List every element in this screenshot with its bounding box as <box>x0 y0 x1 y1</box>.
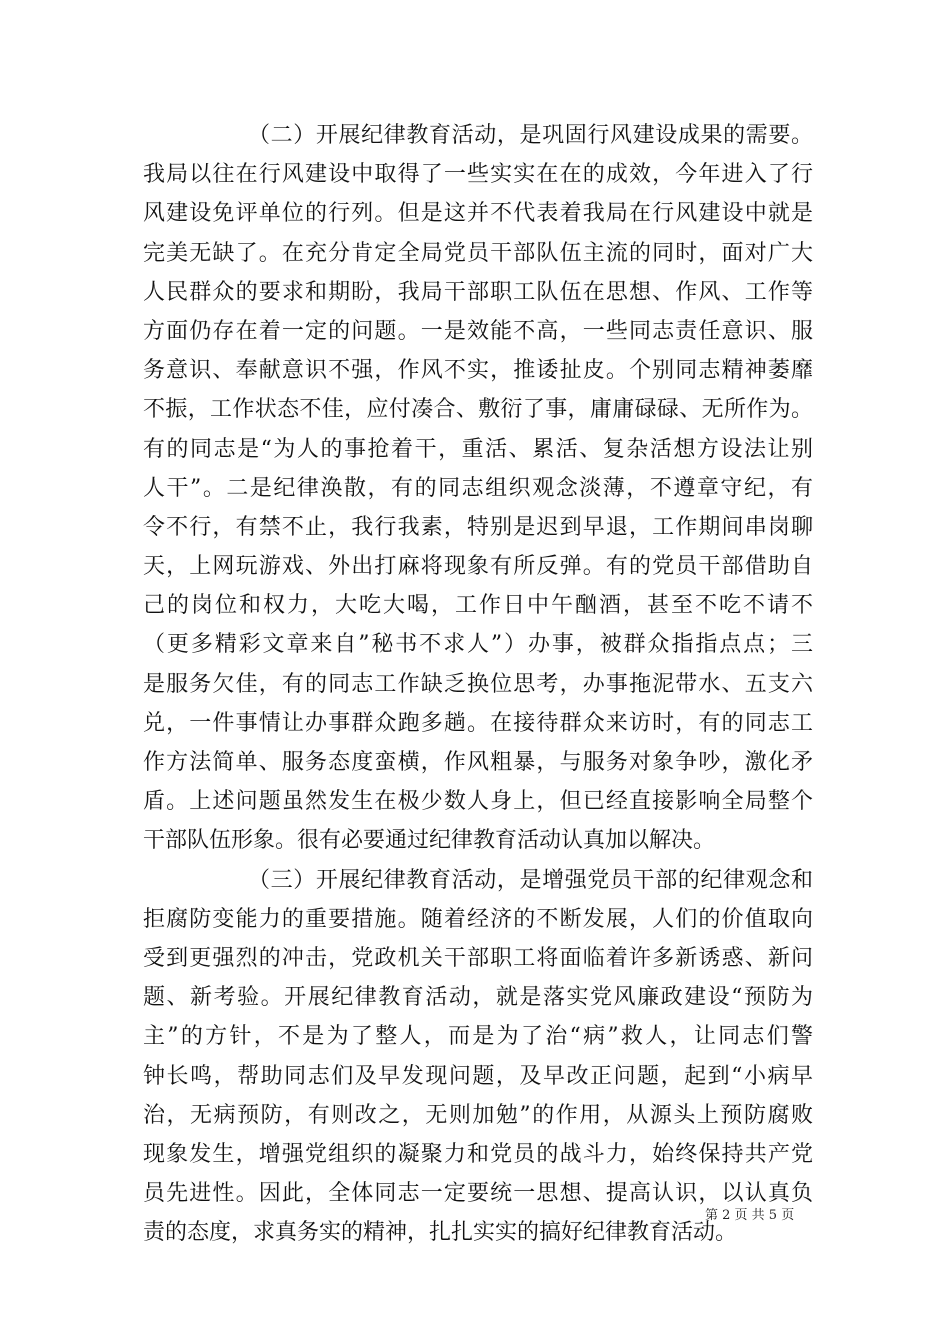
text-line: 责的态度，求真务实的精神，扎扎实实的搞好纪律教育活动。 <box>143 1220 738 1246</box>
text-line: 我局以往在行风建设中取得了一些实实在在的成效，今年进入了行 <box>143 162 813 188</box>
text-line: 有的同志是“为人的事抢着干，重活、累活、复杂活想方设法让别 <box>143 436 813 462</box>
text-line: 现象发生，增强党组织的凝聚力和党员的战斗力，始终保持共产党 <box>143 1141 813 1167</box>
text-line: 拒腐防变能力的重要措施。随着经济的不断发展，人们的价值取向 <box>143 906 813 932</box>
text-line: 人民群众的要求和期盼，我局干部职工队伍在思想、作风、工作等 <box>143 279 813 305</box>
text-line: 盾。上述问题虽然发生在极少数人身上，但已经直接影响全局整个 <box>143 789 813 815</box>
text-line: 题、新考验。开展纪律教育活动，就是落实党风廉政建设“预防为 <box>143 985 813 1011</box>
text-line: 令不行，有禁不止，我行我素，特别是迟到早退，工作期间串岗聊 <box>143 514 813 540</box>
text-line: 人干”。二是纪律涣散，有的同志组织观念淡薄，不遵章守纪，有 <box>143 475 813 501</box>
text-line: 主”的方针，不是为了整人，而是为了治“病”救人，让同志们警 <box>143 1024 813 1050</box>
text-line: （三）开展纪律教育活动，是增强党员干部的纪律观念和 <box>248 867 813 893</box>
text-line: 完美无缺了。在充分肯定全局党员干部队伍主流的同时，面对广大 <box>143 240 813 266</box>
text-line: 方面仍存在着一定的问题。一是效能不高，一些同志责任意识、服 <box>143 318 813 344</box>
text-line: 不振，工作状态不佳，应付凑合、敷衍了事，庸庸碌碌、无所作为。 <box>143 397 813 423</box>
text-line: 受到更强烈的冲击，党政机关干部职工将面临着许多新诱惑、新问 <box>143 945 813 971</box>
text-line: 己的岗位和权力，大吃大喝，工作日中午酗酒，甚至不吃不请不 <box>143 593 813 619</box>
text-line: 务意识、奉献意识不强，作风不实，推诿扯皮。个别同志精神萎靡 <box>143 358 813 384</box>
text-line: 干部队伍形象。很有必要通过纪律教育活动认真加以解决。 <box>143 828 716 854</box>
text-line: 风建设免评单位的行列。但是这并不代表着我局在行风建设中就是 <box>143 201 813 227</box>
text-line: 钟长鸣，帮助同志们及早发现问题，及早改正问题，起到“小病早 <box>143 1063 813 1089</box>
text-line: 员先进性。因此，全体同志一定要统一思想、提高认识，以认真负 <box>143 1181 813 1207</box>
text-line: 是服务欠佳，有的同志工作缺乏换位思考，办事拖泥带水、五支六 <box>143 671 813 697</box>
text-line: 治，无病预防，有则改之，无则加勉”的作用，从源头上预防腐败 <box>143 1102 813 1128</box>
text-line: 兑，一件事情让办事群众跑多趟。在接待群众来访时，有的同志工 <box>143 710 813 736</box>
text-line: 天，上网玩游戏、外出打麻将现象有所反弹。有的党员干部借助自 <box>143 554 813 580</box>
paragraph-section-3 <box>143 861 813 1253</box>
paragraph-section-2 <box>143 116 813 861</box>
document-body <box>143 116 813 1252</box>
text-line: （二）开展纪律教育活动，是巩固行风建设成果的需要。 <box>248 123 813 148</box>
page-number: 第 2 页 共 5 页 <box>705 1208 795 1223</box>
text-line: 作方法简单、服务态度蛮横，作风粗暴，与服务对象争吵，激化矛 <box>143 750 813 775</box>
text-line: （更多精彩文章来自”秘书不求人”）办事，被群众指指点点；三 <box>143 632 813 658</box>
